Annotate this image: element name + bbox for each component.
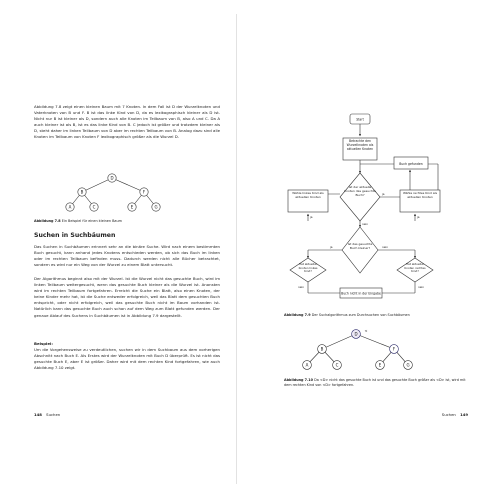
section-heading: Suchen in Suchbäumen	[34, 232, 116, 239]
left-footer	[34, 412, 60, 417]
caption-text: Da <D> nicht das gesuchte Buch ist und das gesuchte Buch größer als <D> ist, wird mit dem rechten Kind von <D> fortgefahren.	[284, 378, 466, 387]
tree-node-label: C	[92, 204, 96, 210]
flowchart-figure	[270, 102, 480, 302]
page-number: 149	[460, 412, 468, 417]
tree-node-label: A	[68, 204, 72, 210]
yes-label: ja	[382, 192, 385, 196]
example-label: Beispiel:	[34, 341, 53, 346]
decision-found-label: Ist der aktuelle Knoten das gesuchte Buch?	[344, 186, 376, 197]
small-tree-figure	[32, 170, 172, 218]
caption-label: Abbildung 7.8	[34, 219, 61, 223]
caption-text: Ein Beispiel für einen kleinen Baum	[61, 219, 122, 223]
tree-node-label: F	[392, 346, 396, 352]
search-tree-figure	[282, 326, 452, 376]
page-number: 148	[34, 412, 42, 417]
start-label: Start	[356, 117, 364, 122]
yes-label: ja	[330, 245, 333, 249]
tree-node-label: A	[305, 362, 309, 368]
left-page	[10, 14, 236, 484]
yes-label: ja	[417, 215, 420, 219]
tree-node-label: D	[110, 175, 114, 181]
no-label: nein	[362, 222, 369, 226]
has-right-label: Hat aktueller Knoten rechtes Kind?	[404, 263, 426, 273]
figure-caption-7-9	[284, 313, 474, 318]
tree-node-label: D	[354, 331, 358, 337]
no-label: nein	[382, 245, 389, 249]
running-head: Suchen	[441, 412, 456, 417]
caption-label: Abbildung 7.10	[284, 378, 314, 382]
decision-smaller-label: Ist das gesuchte Buch kleiner?	[347, 243, 373, 250]
no-label: nein	[418, 285, 425, 289]
intro-paragraph: Abbildung 7.8 zeigt einen kleinen Baum mit 7 Knoten. In dem Fall ist D der Wurzelknoten und Vaterknoten von B und F. B ist das linke Kind von D, da es lexikographisch kleiner als D ist. Nicht nur B ist kleiner als D, sondern auch alle Knoten im Teilbaum von B, also A und C. Da A auch kleiner ist als B, ist es das linke Kind von B. C jedoch ist größer und trotzdem kleiner als D, steht daher im linken Teilbaum von D aber im rechten Teilbaum von B. Analog dazu sind alle Knoten im Teilbaum von Knoten F lexikographisch größer als die Wurzel D.	[34, 104, 220, 140]
not-found-label: Buch nicht in der Eingabe	[341, 291, 381, 296]
figure-caption-7-8	[34, 219, 220, 224]
go-left-label: Wähle linkes Kind als aktuellen Knoten	[292, 192, 324, 199]
tree-node-label: F	[142, 189, 146, 195]
go-right-label: Wähle rechtes Kind als aktuellen Knoten	[402, 192, 438, 199]
yes-label: ja	[310, 215, 313, 219]
paragraph-1: Das Suchen in Suchbäumen erinnert sehr an die binäre Suche. Wird nach einem bestimmten Buch gesucht, kann anhand jedes Knotens entschieden werden, ob sich das Buch im linken oder im rechten Teilbaum befinden muss. Dadurch werden nicht alle Bücher betrachtet, sondern es wird nur ein Weg von der Wurzel zu einem Blatt untersucht.	[34, 244, 220, 268]
right-footer	[442, 412, 468, 417]
tree-node-label: G	[406, 362, 410, 368]
figure-caption-7-10	[284, 378, 474, 387]
step-root-label: Betrachte den Wurzelknoten als aktuellen Knoten	[346, 139, 374, 151]
tree-node-label: G	[154, 204, 158, 210]
tree-node-label: E	[130, 204, 134, 210]
caption-text: Der Suchalgorithmus zum Durchsuchen von Suchbäumen	[311, 313, 410, 317]
tree-node-label: E	[378, 362, 382, 368]
has-left-label: Hat aktueller Knoten linkes Kind?	[298, 263, 318, 273]
example-text: Um die Vorgehensweise zu verdeutlichen, suchen wir in dem Suchbaum aus dem vorherigen Abschnitt nach Buch E. Als Erstes wird der Wurzelknoten mit Buch D überprüft. Es ist nicht das gesuchte Buch E, aber E ist größer. Daher wird mit dem rechten Kind fortgefahren, wie auch Abbildung 7.10 zeigt.	[34, 347, 220, 371]
example-block	[34, 341, 220, 371]
paragraph-2: Der Algorithmus beginnt also mit der Wurzel. Ist die Wurzel nicht das gesuchte Buch, wird im linken Teilbaum weitergesucht, wenn das gesuchte Buch kleiner als die Wurzel ist. Anonsten wird im rechten Teilbaum fortgefahren. Erreicht die Suche ein Blatt, also einen Knoten, der keine Kinder mehr hat, ist die Suche entweder erfolgreich, weil das Blatt dem gesuchten Buch entspricht, oder nicht erfolgreich, weil das gesuchte Buch nicht im Baum vorhanden ist. Natürlich kann das gesuchte Buch auch schon auf dem Weg zum Blatt gefunden werden. Der genaue Ablauf des Suchens in Suchbäumen ist in Abbildung 7.9 dargestellt.	[34, 276, 220, 318]
found-label: Buch gefunden	[399, 162, 423, 166]
no-label: nein	[298, 285, 305, 289]
tree-node-label: C	[335, 362, 339, 368]
tree-node-label: B	[80, 189, 84, 195]
caption-label: Abbildung 7.9	[284, 313, 311, 317]
right-page	[262, 14, 488, 484]
running-head: Suchen	[46, 412, 61, 417]
tree-node-label: B	[320, 346, 324, 352]
comparison-mark: <	[364, 329, 368, 333]
